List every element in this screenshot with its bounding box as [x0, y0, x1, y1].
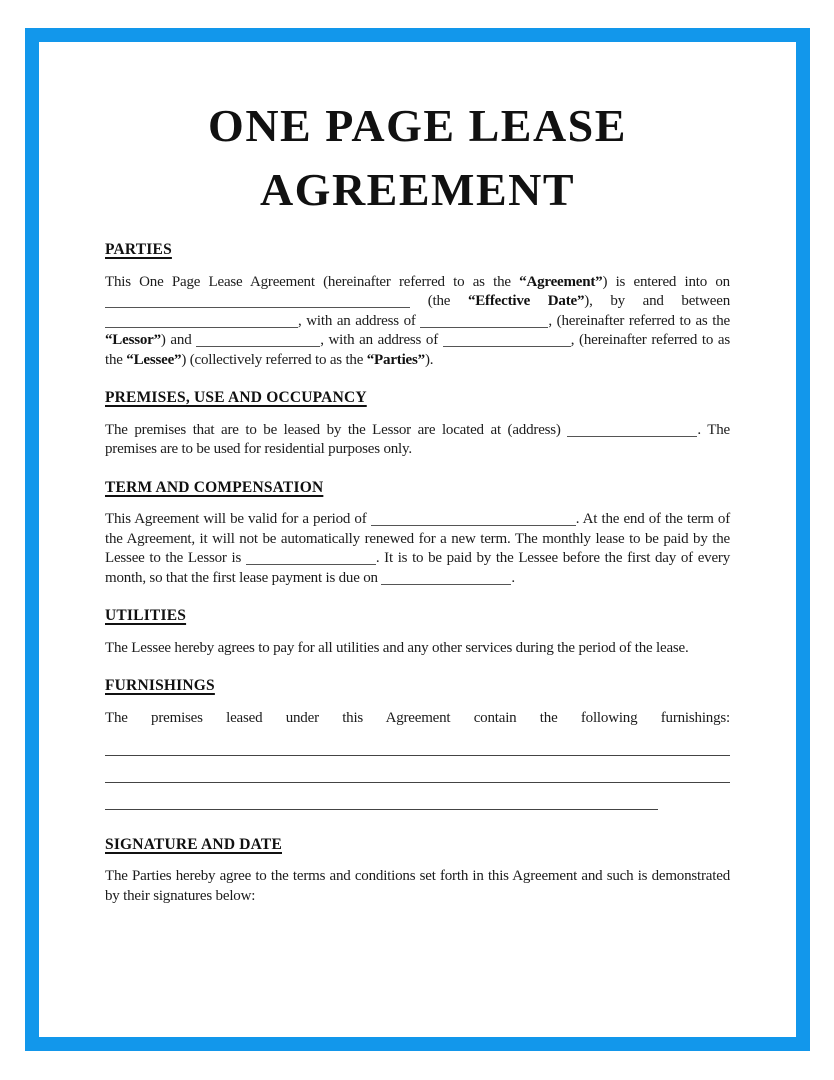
- lease-agreement-page: [39, 42, 796, 1037]
- section-parties: [105, 240, 730, 370]
- utilities-text: The Lessee hereby agrees to pay for all utilities and any other services during the period of the lease.: [105, 639, 689, 656]
- furnishings-paragraph: [105, 709, 730, 817]
- parties-text: ) and: [160, 332, 197, 348]
- section-heading-furnishings: FURNISHINGS: [105, 677, 215, 694]
- premises-text: The premises that are to be leased by the Lessor are located at (address): [105, 421, 568, 438]
- parties-text: ).: [424, 351, 434, 368]
- parties-term-lessee: “Lessee”: [126, 351, 182, 368]
- furnishings-text: The premises leased under this Agreement contain the following furnishings:: [105, 709, 730, 726]
- section-utilities: [105, 606, 730, 658]
- document-title-line1: ONE PAGE LEASE: [208, 100, 627, 151]
- blank-first-payment-due-date: [381, 570, 511, 585]
- blank-lessor-address: [420, 313, 548, 328]
- section-heading-utilities: UTILITIES: [105, 607, 187, 624]
- parties-text: , with an address of: [320, 332, 443, 348]
- premises-paragraph: [105, 421, 730, 460]
- parties-text: , (hereinafter referred to as the: [105, 332, 731, 368]
- section-furnishings: [105, 676, 730, 817]
- parties-text: This One Page Lease Agreement (hereinafter referred to as the: [105, 273, 520, 290]
- document-title: [105, 94, 730, 222]
- signature-text: The Parties hereby agree to the terms and conditions set forth in this Agreement and such is demonstrated by their signatures below:: [105, 868, 730, 904]
- parties-term-effective-date: “Effective Date”: [467, 293, 585, 309]
- blank-monthly-lease-amount: [246, 550, 376, 565]
- section-heading-premises: PREMISES, USE AND OCCUPANCY: [105, 389, 367, 406]
- parties-text: ) (collectively referred to as the: [181, 351, 367, 368]
- parties-term-agreement: “Agreement”: [519, 273, 603, 290]
- blank-effective-date: [105, 293, 410, 308]
- blank-lease-period: [371, 511, 576, 526]
- blank-lessee-address: [443, 332, 571, 347]
- section-heading-signature: SIGNATURE AND DATE: [105, 835, 282, 853]
- blank-premises-address: [567, 422, 697, 437]
- blank-lessor-name: [105, 313, 298, 328]
- section-signature: [105, 835, 730, 907]
- blank-furnishings-line-3: [105, 790, 658, 811]
- premises-text: . The premises are to be used for residential purposes only.: [105, 421, 730, 457]
- parties-text: , (hereinafter referred to as the: [548, 312, 730, 329]
- blank-lessee-name: [196, 332, 320, 347]
- section-term: [105, 478, 730, 589]
- term-paragraph: [105, 510, 730, 588]
- parties-term-lessor: “Lessor”: [105, 332, 161, 348]
- blank-furnishings-line-1: [105, 728, 730, 756]
- section-premises: [105, 388, 730, 460]
- page-border-frame: [25, 28, 810, 1051]
- signature-paragraph: [105, 867, 730, 906]
- blank-furnishings-line-2: [105, 763, 730, 784]
- parties-text: ) is entered into on: [602, 273, 730, 290]
- parties-text: , with an address of: [298, 312, 421, 329]
- term-text: .: [511, 569, 515, 586]
- section-heading-parties: PARTIES: [105, 241, 172, 258]
- term-text: . It is to be paid by the Lessee before the first day of every month, so that the first lease payment is due on: [105, 550, 731, 586]
- parties-term-parties: “Parties”: [366, 351, 425, 368]
- parties-paragraph: [105, 273, 730, 371]
- utilities-paragraph: [105, 639, 730, 659]
- term-text: This Agreement will be valid for a period of: [105, 511, 371, 527]
- document-title-line2: AGREEMENT: [259, 164, 576, 215]
- section-heading-term: TERM AND COMPENSATION: [105, 478, 324, 496]
- parties-text: (the: [410, 293, 468, 309]
- term-text: . At the end of the term of the Agreement, it will not be automatically renewed for a new term. The monthly lease to be paid by the Lessee to the Lessor is: [105, 511, 730, 566]
- parties-text: ), by and between: [584, 293, 730, 309]
